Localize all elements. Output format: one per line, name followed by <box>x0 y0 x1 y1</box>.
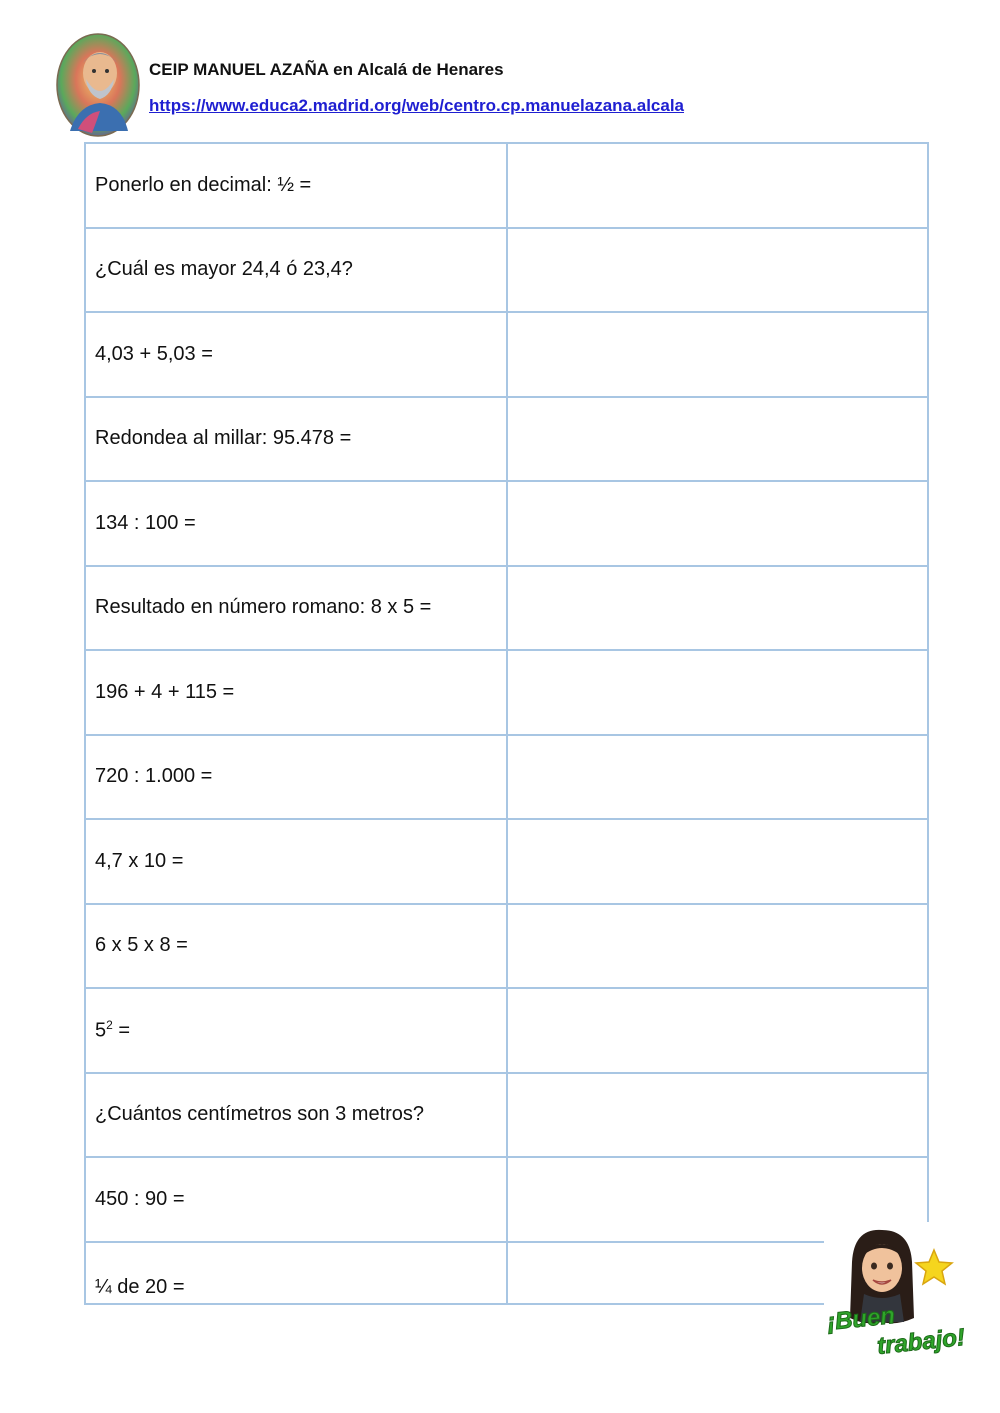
question-cell: 4,03 + 5,03 = <box>85 312 507 397</box>
question-cell: 196 + 4 + 115 = <box>85 650 507 735</box>
question-cell: ¿Cuál es mayor 24,4 ó 23,4? <box>85 228 507 313</box>
question-cell: 720 : 1.000 = <box>85 735 507 820</box>
question-cell-power <box>85 988 507 1073</box>
power-equals: = <box>112 1019 131 1042</box>
question-cell: Redondea al millar: 95.478 = <box>85 397 507 482</box>
sticker-text-line1: ¡Buen <box>825 1302 897 1336</box>
answer-cell[interactable] <box>507 228 928 313</box>
answer-cell[interactable] <box>507 481 928 566</box>
power-exponent: 2 <box>106 1017 113 1032</box>
school-name: CEIP MANUEL AZAÑA en Alcalá de Henares <box>149 60 504 79</box>
table-row <box>85 1242 928 1304</box>
answer-cell[interactable] <box>507 819 928 904</box>
table-row <box>85 1073 928 1158</box>
answer-cell[interactable] <box>507 904 928 989</box>
good-job-sticker <box>824 1222 1000 1362</box>
table-row <box>85 143 928 228</box>
school-website-link[interactable]: https://www.educa2.madrid.org/web/centro.cp.manuelazana.alcala <box>149 96 685 115</box>
sticker-text-line2: trabajo! <box>875 1323 967 1360</box>
table-row <box>85 566 928 651</box>
question-cell: ¿Cuántos centímetros son 3 metros? <box>85 1073 507 1158</box>
answer-cell[interactable] <box>507 650 928 735</box>
question-cell: Ponerlo en decimal: ½ = <box>85 143 507 228</box>
power-base: 5 <box>95 1019 107 1042</box>
answer-cell[interactable] <box>507 735 928 820</box>
table-row <box>85 1157 928 1242</box>
answer-cell[interactable] <box>507 143 928 228</box>
table-row <box>85 481 928 566</box>
question-cell: ¼ de 20 = <box>85 1242 507 1304</box>
answer-cell[interactable] <box>507 312 928 397</box>
table-row <box>85 650 928 735</box>
question-cell: 134 : 100 = <box>85 481 507 566</box>
answer-cell[interactable] <box>507 566 928 651</box>
answer-cell[interactable] <box>507 988 928 1073</box>
question-cell: 6 x 5 x 8 = <box>85 904 507 989</box>
school-logo-portrait <box>56 33 140 137</box>
question-cell: Resultado en número romano: 8 x 5 = <box>85 566 507 651</box>
table-row <box>85 397 928 482</box>
worksheet-table <box>84 142 929 1305</box>
question-cell: 450 : 90 = <box>85 1157 507 1242</box>
table-row <box>85 735 928 820</box>
table-row <box>85 819 928 904</box>
question-cell: 4,7 x 10 = <box>85 819 507 904</box>
table-row <box>85 228 928 313</box>
table-row <box>85 312 928 397</box>
star-icon <box>916 1250 952 1284</box>
table-row <box>85 904 928 989</box>
answer-cell[interactable] <box>507 397 928 482</box>
answer-cell[interactable] <box>507 1073 928 1158</box>
table-row <box>85 988 928 1073</box>
